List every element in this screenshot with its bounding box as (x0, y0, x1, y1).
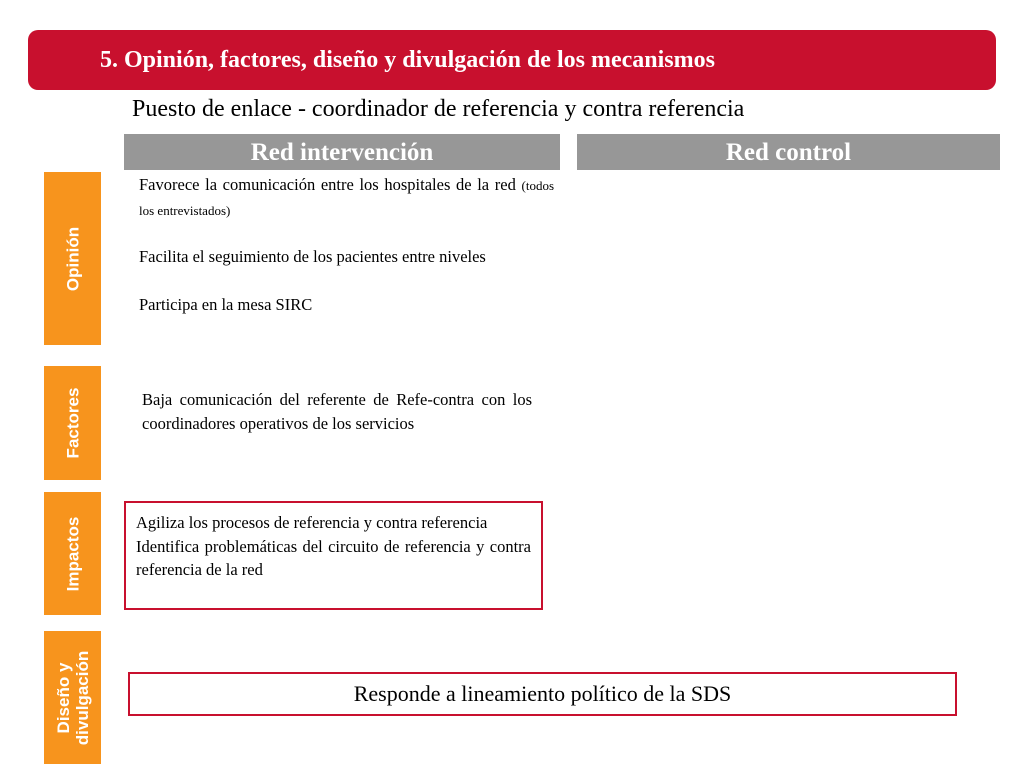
column-header-intervention: Red intervención (124, 134, 560, 170)
design-statement: Responde a lineamiento político de la SDS (353, 681, 732, 706)
side-label-impacts-text: Impactos (63, 516, 82, 591)
impacts-item-2: Identifica problemáticas del circuito de referencia y contra referencia de la red (136, 536, 531, 579)
opinion-item-3: Participa en la mesa SIRC (139, 294, 313, 314)
column-header-control: Red control (577, 134, 1000, 170)
opinion-item-1 (139, 173, 554, 222)
slide-title: 5. Opinión, factores, diseño y divulgación de los mecanismos (100, 47, 715, 73)
opinion-item-1-note: (todos los entrevistados) (139, 178, 555, 218)
title-bar (28, 30, 996, 90)
side-label-impacts (44, 492, 101, 615)
side-label-factors-text: Factores (63, 387, 82, 459)
slide-subtitle: Puesto de enlace - coordinador de referencia y contra referencia (132, 96, 745, 122)
factors-block (142, 388, 532, 435)
side-label-design-line1: Diseño y (53, 662, 73, 733)
side-label-design-text (54, 650, 92, 744)
opinion-item-2: Facilita el seguimiento de los pacientes entre niveles (139, 247, 486, 266)
side-label-design-line2: divulgación (72, 650, 92, 745)
impacts-item-1: Agiliza los procesos de referencia y contra referencia (136, 513, 488, 532)
opinion-item-1-text: Favorece la comunicación entre los hospitales de la red (139, 175, 516, 194)
side-label-factors (44, 366, 101, 480)
impacts-box (124, 501, 543, 610)
opinion-block (139, 173, 554, 316)
side-label-opinion (44, 172, 101, 345)
side-label-opinion-text: Opinión (63, 226, 82, 291)
side-label-design (44, 631, 101, 764)
design-statement-box (128, 672, 957, 716)
factors-item-1: Baja comunicación del referente de Refe-contra con los coordinadores operativos de los servicios (142, 390, 532, 433)
